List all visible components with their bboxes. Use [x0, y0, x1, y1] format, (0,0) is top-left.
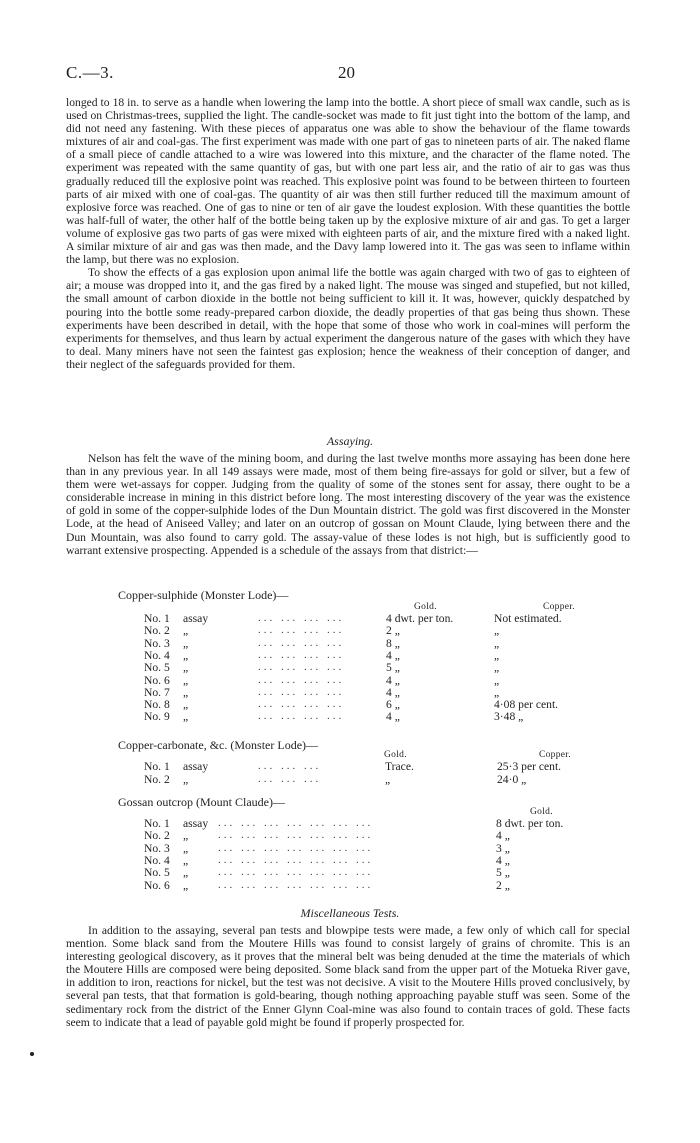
table-row-gold: 5 „	[386, 661, 400, 675]
table-row-copper: 25·3 per cent.	[497, 760, 562, 773]
leader-dots: ... ... ... ...	[258, 636, 345, 649]
paragraph-3: Nelson has felt the wave of the mining boom, and during the last twelve months more assaying has been done here than in any previous year. In all 149 assays were made, most of them being fire-assays for gold or silver, but a few of them were wet-assays for copper. Judging from the quality of some of the stones sent for assay, there ought to be a considerable increase in mining in this district before long. The most interesting discovery of the year was the existence of gold in some of the copper-sulphide lodes of the Dun Mountain district. The gold was first discovered in the Monster Lode, at the head of Aniseed Valley; and later on an outcrop of gossan on Mount Claude, lying between there and the Dun Mountain, was also found to carry gold. The assay-value of these lodes is not high, but is sufficiently good to warrant extensive prospecting. Appended is a schedule of the assays from that district:—	[66, 452, 630, 557]
heading-misc-tests: Miscellaneous Tests.	[300, 906, 400, 920]
table1-label: Copper-sulphide (Monster Lode)—	[118, 588, 289, 602]
table-row-number: No. 6	[144, 673, 170, 687]
table-row-number: No. 8	[144, 698, 170, 712]
table-row-number: No. 9	[144, 710, 170, 724]
table-row-copper: 4·08 per cent.	[494, 698, 559, 712]
table-row-number: No. 5	[144, 866, 170, 880]
table-row-gold: 4 „	[496, 853, 510, 867]
table-row-desc: „	[183, 636, 189, 650]
leader-dots: ... ... ...	[258, 772, 322, 785]
table3-label: Gossan outcrop (Mount Claude)—	[118, 795, 285, 809]
table-row-gold: 8 „	[386, 636, 400, 650]
heading-assaying: Assaying.	[326, 434, 374, 448]
table-row-gold: 5 „	[496, 866, 510, 880]
table-row-desc: „	[183, 853, 189, 867]
leader-dots: ... ... ... ...	[258, 698, 345, 711]
table-row-number: No. 3	[144, 841, 170, 855]
leader-dots: ... ... ... ... ... ... ...	[218, 853, 374, 866]
paragraph-2: To show the effects of a gas explosion upon animal life the bottle was again charged with two of gas to eighteen of air; a mouse was dropped into it, and the gas fired by a naked light. The mouse was singed and stupefied, but not killed, the small amount of carbon dioxide in the bottle not being sufficient to kill it. It was, however, quickly despatched by pouring into the bottle some ready-prepared carbon dioxide, the deadly properties of that gas being thus shown. These experiments have been described in detail, with the hope that some of those who work in coal-mines will perform the experiments for themselves, and thus learn by actual experiment the dangerous nature of the gases with which they have to deal. Many miners have not seen the faintest gas explosion; hence the weakness of their conception of danger, and their neglect of the safeguards provided for them.	[66, 266, 630, 371]
leader-dots: ... ... ... ...	[258, 612, 345, 624]
table-row-copper: „	[494, 624, 500, 638]
table-row-desc: „	[183, 829, 189, 843]
table-row-gold: 2 „	[496, 878, 510, 892]
leader-dots: ... ... ... ...	[258, 685, 345, 698]
table-row-desc: „	[183, 878, 189, 892]
series-header: C.—3.	[66, 63, 114, 82]
table-row-copper: 24·0 „	[497, 772, 527, 786]
leader-dots: ... ... ... ... ... ... ...	[218, 866, 374, 879]
table-row-desc: „	[183, 841, 189, 855]
table-row-desc: „	[183, 772, 189, 786]
table-row-desc: assay	[183, 817, 209, 830]
table2-col-copper: Copper.	[539, 750, 571, 760]
table-row-gold: 8 dwt. per ton.	[496, 817, 564, 830]
table-row-gold: 3 „	[496, 841, 510, 855]
table-row-desc: „	[183, 685, 189, 699]
table-row-gold: 6 „	[386, 698, 400, 712]
leader-dots: ... ... ... ... ... ... ...	[218, 829, 374, 842]
leader-dots: ... ... ... ...	[258, 648, 345, 661]
table1-col-gold: Gold.	[414, 602, 437, 612]
table-row-number: No. 1	[144, 612, 170, 625]
leader-dots: ... ... ... ...	[258, 710, 345, 723]
table-row-number: No. 4	[144, 648, 170, 662]
table2-label: Copper-carbonate, &c. (Monster Lode)—	[118, 738, 319, 752]
paragraph-4: In addition to the assaying, several pan tests and blowpipe tests were made, a few only of which call for special mention. Some black sand from the Moutere Hills was found to consist largely of grains of chromite. This is an interesting geological discovery, as it proves that the mineral belt was being denuded at the time the materials of which the Moutere Hills are composed were being deposited. Some black sand from the upper part of the Motueka River gave, in addition to iron, reactions for nickel, but the test was not decisive. A visit to the Moutere Hills proved conclusively, by several pan tests, that that formation is gold-bearing, though nothing approaching payable stuff was seen. Some of the sedimentary rock from the district of the Enner Glynn Coal-mine was also found to contain traces of gold. These facts seem to indicate that a lead of payable gold might be found if properly prospected for.	[66, 924, 630, 1029]
table-row-number: No. 5	[144, 661, 170, 675]
paragraph-1: longed to 18 in. to serve as a handle when lowering the lamp into the bottle. A short piece of small wax candle, such as is used on Christmas-trees, supplied the light. The candle-socket was made to fit just tight into the bottom of the lamp, and did not need any fastening. With these pieces of apparatus one was able to show the behaviour of the flame towards mixtures of air and coal-gas. The first experiment was made with one part of gas to nineteen parts of air. The naked flame of a small piece of candle attached to a wire was lowered into this mixture, and the character of the flame noted. The experiment was repeated with the same quantity of gas, but with one part less air, and the ratio of air to gas was thus gradually reduced till the explosive point was reached. This explosive point was found to be between thirteen to fourteen parts of air mixed with one of coal-gas. The quantity of air was then still further reduced till the maximum amount of explosive force was reached. One of gas to nine or ten of air gave the loudest explosion. With these quantities the bottle was half-full of water, the other half of the bottle being taken up by the explosive mixture of air and gas. To get a larger volume of explosive gas two parts of gas were mixed with eighteen parts of air, and the mixture fired with a naked light. A similar mixture of air and gas was then made, and the Davy lamp lowered into it. The gas was seen to inflame within the lamp, but there was no explosion.	[66, 96, 630, 267]
table-row-number: No. 2	[144, 624, 170, 638]
body-text-top	[66, 96, 630, 371]
table1-col-copper: Copper.	[543, 602, 575, 612]
table-row-desc: „	[183, 661, 189, 675]
table2-col-gold: Gold.	[384, 750, 407, 760]
leader-dots: ... ... ... ... ... ... ...	[218, 841, 374, 854]
body-text-assaying	[66, 452, 630, 557]
table-row-gold: „	[385, 772, 391, 786]
leader-dots: ... ... ... ...	[258, 661, 345, 674]
table-row-gold: Trace.	[385, 760, 414, 773]
table-row-number: No. 3	[144, 636, 170, 650]
leader-dots: ... ... ... ... ... ... ...	[218, 878, 374, 891]
table-row-number: No. 1	[144, 760, 170, 773]
leader-dots: ... ... ... ... ... ... ...	[218, 817, 374, 829]
table-row-number: No. 7	[144, 685, 170, 699]
table-row-copper: „	[494, 648, 500, 662]
margin-dot	[30, 1052, 34, 1056]
leader-dots: ... ... ... ...	[258, 624, 345, 637]
table-row-copper: „	[494, 661, 500, 675]
table-row-desc: „	[183, 698, 189, 712]
table-row-number: No. 2	[144, 829, 170, 843]
table-row-desc: „	[183, 673, 189, 687]
table-row-copper: Not estimated.	[494, 612, 562, 625]
table-row-gold: 4 „	[496, 829, 510, 843]
table-row-gold: 4 dwt. per ton.	[386, 612, 454, 625]
table-row-copper: „	[494, 673, 500, 687]
table-row-desc: „	[183, 866, 189, 880]
table-row-desc: „	[183, 710, 189, 724]
table-row-gold: 4 „	[386, 648, 400, 662]
page-number: 20	[338, 63, 355, 82]
leader-dots: ... ... ... ...	[258, 673, 345, 686]
body-text-misc	[66, 924, 630, 1029]
table-row-desc: assay	[183, 760, 209, 773]
leader-dots: ... ... ...	[258, 760, 322, 772]
table-row-gold: 2 „	[386, 624, 400, 638]
table-row-desc: „	[183, 648, 189, 662]
table3-col-gold: Gold.	[530, 807, 553, 817]
table-row-copper: „	[494, 636, 500, 650]
table-row-gold: 4 „	[386, 673, 400, 687]
table-row-gold: 4 „	[386, 685, 400, 699]
table-row-desc: „	[183, 624, 189, 638]
table-row-copper: 3·48 „	[494, 710, 524, 724]
table-row-number: No. 6	[144, 878, 170, 892]
table-row-number: No. 1	[144, 817, 170, 830]
table-row-copper: „	[494, 685, 500, 699]
table-row-number: No. 4	[144, 853, 170, 867]
table-row-desc: assay	[183, 612, 209, 625]
table-row-number: No. 2	[144, 772, 170, 786]
table-row-gold: 4 „	[386, 710, 400, 724]
